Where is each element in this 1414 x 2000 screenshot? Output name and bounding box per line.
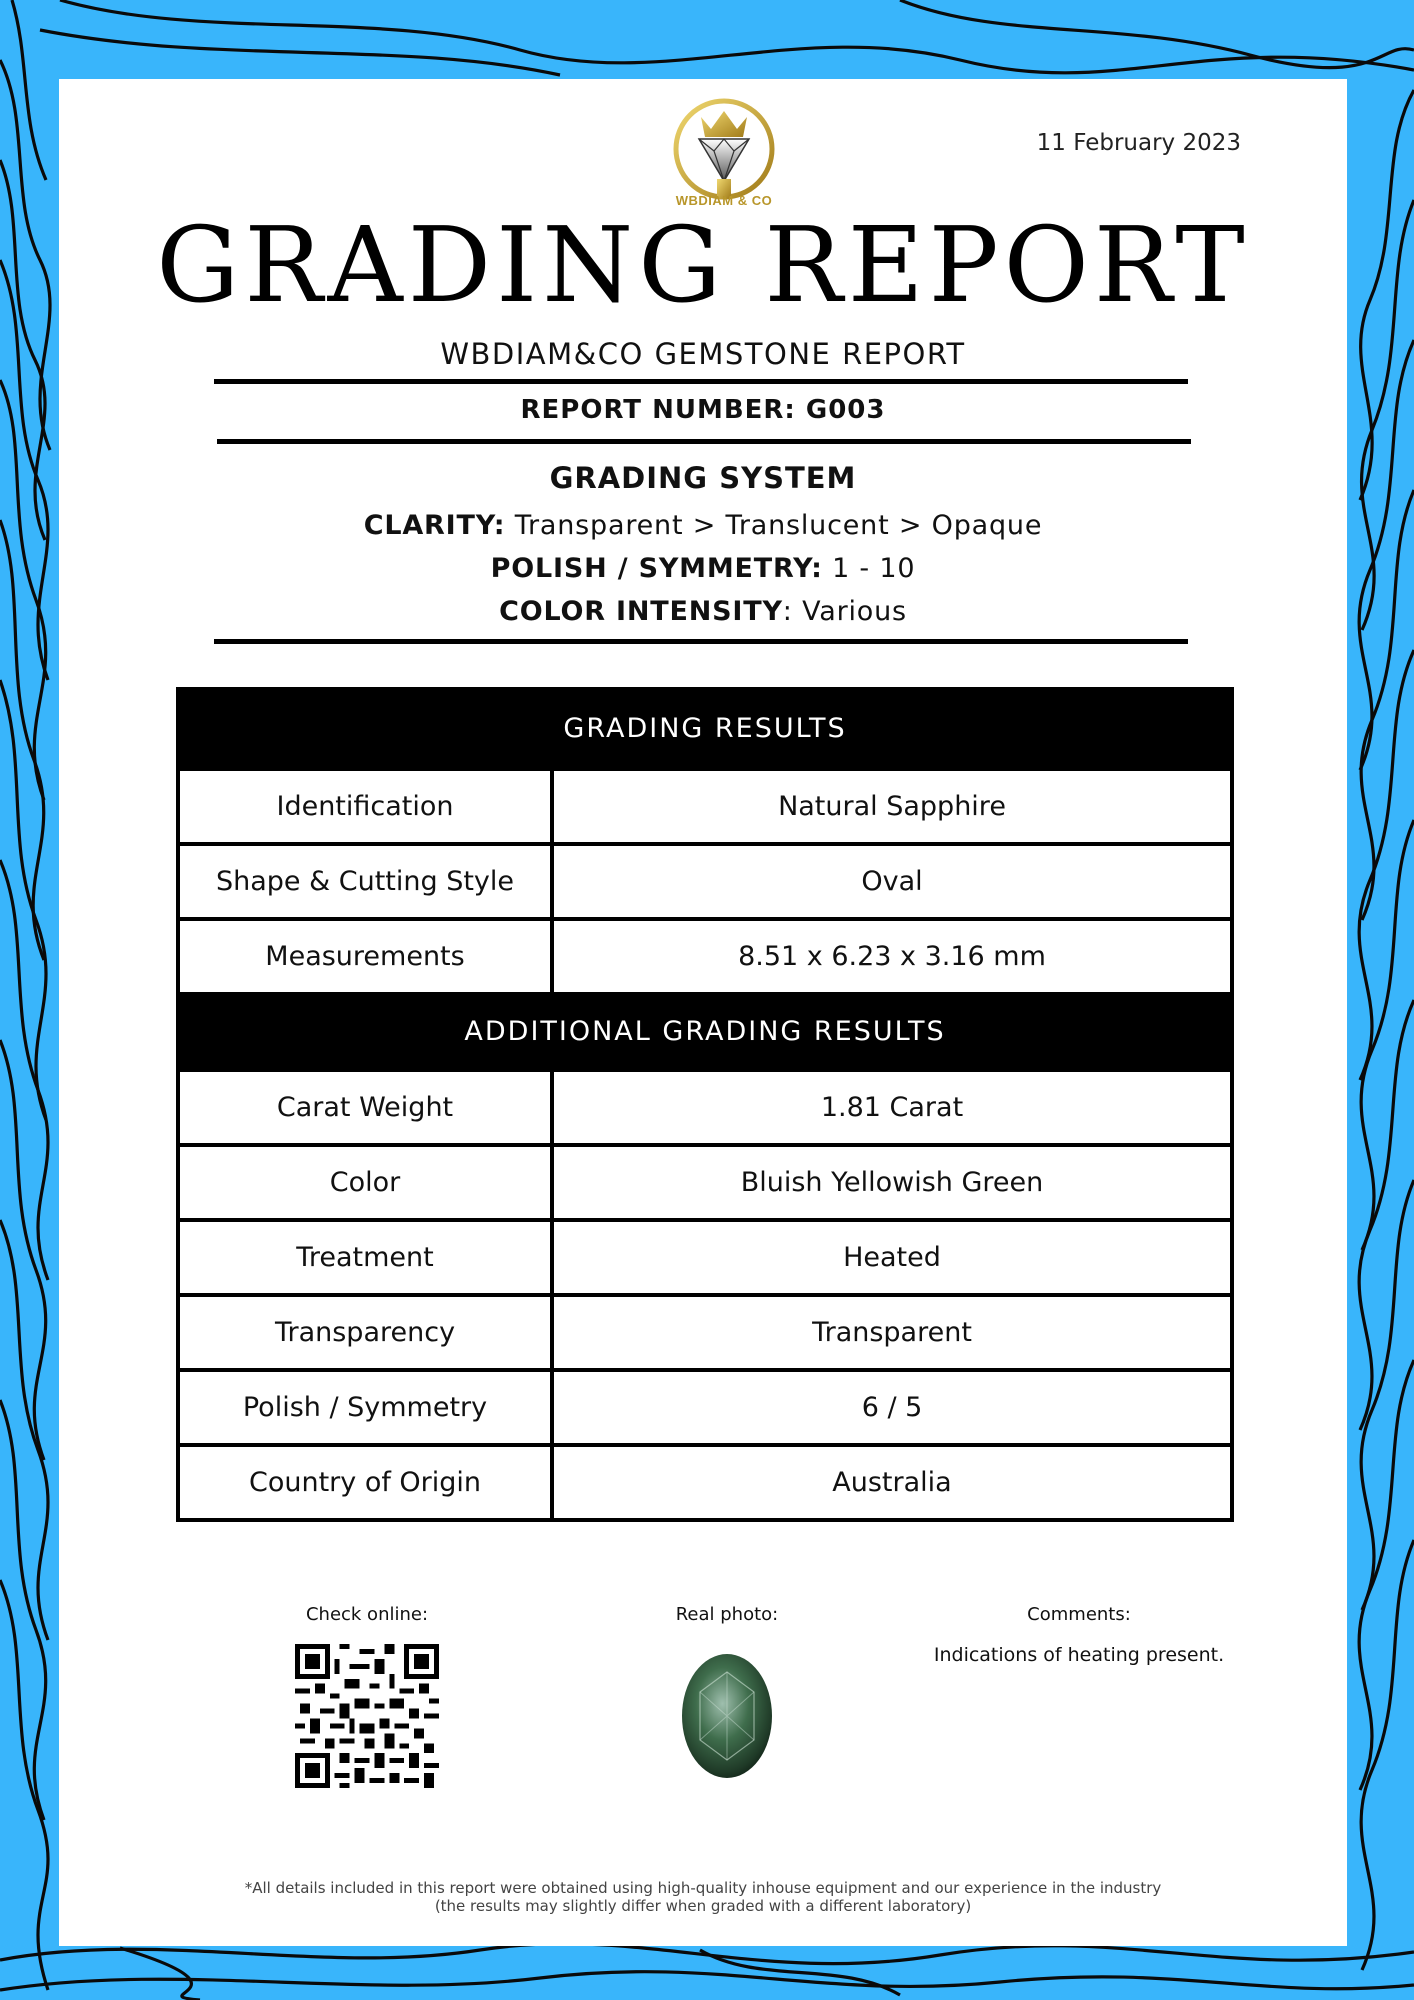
row-label: Country of Origin	[180, 1447, 550, 1518]
row-label: Shape & Cutting Style	[180, 846, 550, 917]
disclaimer-line-1: *All details included in this report were obtained using high-quality inhouse equipment and our experience in the industry	[244, 1879, 1162, 1897]
polish-scale	[59, 553, 1347, 584]
row-value: Transparent	[554, 1297, 1230, 1368]
additional-results-header: ADDITIONAL GRADING RESULTS	[180, 992, 1230, 1072]
grading-system-title: GRADING SYSTEM	[549, 461, 857, 495]
row-value: 6 / 5	[554, 1372, 1230, 1443]
table-row	[180, 1447, 1230, 1518]
row-value: Oval	[554, 846, 1230, 917]
table-row	[180, 1072, 1230, 1143]
color-intensity-value: : Various	[782, 596, 907, 627]
report-sheet	[59, 79, 1347, 1946]
row-label: Identification	[180, 771, 550, 842]
row-value: Natural Sapphire	[554, 771, 1230, 842]
row-label: Transparency	[180, 1297, 550, 1368]
color-intensity-scale	[59, 596, 1347, 627]
divider	[214, 379, 1188, 384]
disclaimer	[59, 1879, 1347, 1915]
grading-results-table	[176, 687, 1234, 1522]
row-label: Color	[180, 1147, 550, 1218]
clarity-scale	[59, 510, 1347, 541]
row-value: Heated	[554, 1222, 1230, 1293]
page-title: GRADING REPORT	[156, 204, 1250, 326]
table-row	[180, 1297, 1230, 1368]
table-row	[180, 846, 1230, 917]
gemstone-photo	[680, 1652, 774, 1780]
table-row	[180, 1147, 1230, 1218]
grading-results-header: GRADING RESULTS	[180, 691, 1230, 767]
report-subtitle: WBDIAM&CO GEMSTONE REPORT	[440, 337, 966, 371]
row-label: Polish / Symmetry	[180, 1372, 550, 1443]
divider	[214, 639, 1188, 644]
logo-brand-text: WBDIAM & CO	[675, 193, 773, 208]
comments-label: Comments:	[1027, 1604, 1131, 1625]
disclaimer-line-2: (the results may slightly differ when graded with a different laboratory)	[434, 1897, 972, 1915]
row-value: Bluish Yellowish Green	[554, 1147, 1230, 1218]
row-value: 1.81 Carat	[554, 1072, 1230, 1143]
row-label: Treatment	[180, 1222, 550, 1293]
qr-code-icon[interactable]	[295, 1644, 439, 1788]
check-online-label: Check online:	[305, 1604, 429, 1625]
polish-label: POLISH / SYMMETRY:	[490, 553, 823, 584]
report-number: REPORT NUMBER: G003	[520, 395, 886, 425]
table-row	[180, 921, 1230, 992]
row-value: 8.51 x 6.23 x 3.16 mm	[554, 921, 1230, 992]
real-photo-label: Real photo:	[675, 1604, 779, 1625]
row-label: Carat Weight	[180, 1072, 550, 1143]
polish-value: 1 - 10	[822, 553, 916, 584]
table-row	[180, 771, 1230, 842]
report-date: 11 February 2023	[1036, 130, 1241, 156]
table-row	[180, 1222, 1230, 1293]
comment-text: Indications of heating present.	[933, 1644, 1225, 1666]
clarity-label: CLARITY:	[363, 510, 506, 541]
row-value: Australia	[554, 1447, 1230, 1518]
row-label: Measurements	[180, 921, 550, 992]
divider	[217, 439, 1191, 444]
clarity-value: Transparent > Translucent > Opaque	[505, 510, 1043, 541]
color-intensity-label: COLOR INTENSITY	[499, 596, 783, 627]
table-row	[180, 1372, 1230, 1443]
